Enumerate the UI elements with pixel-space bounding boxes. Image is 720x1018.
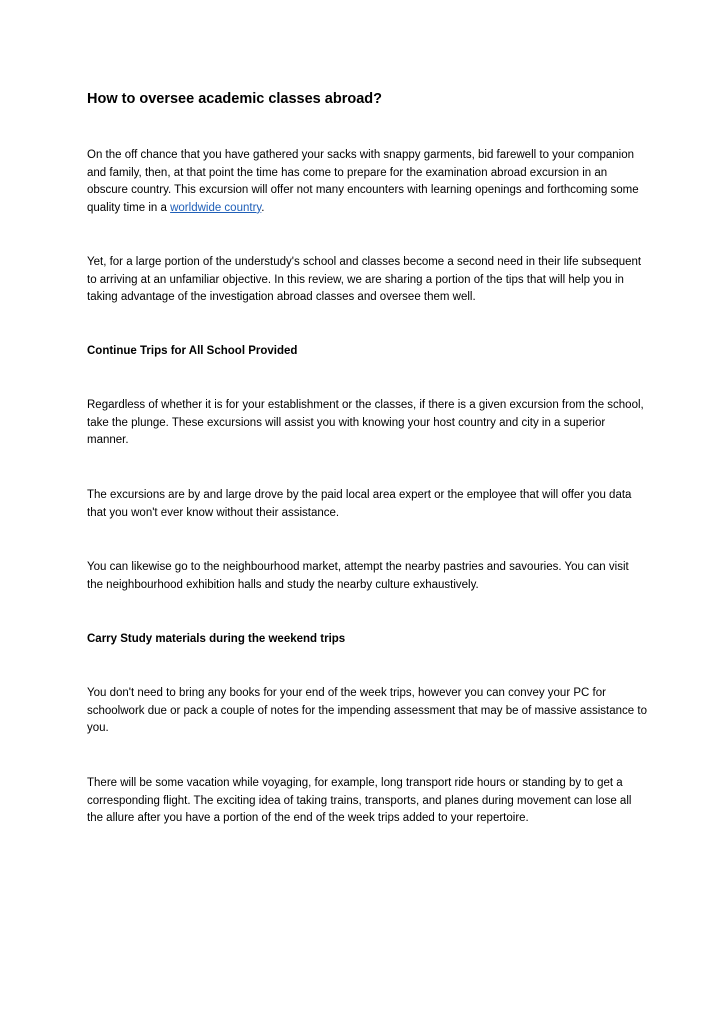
document-title: How to oversee academic classes abroad? xyxy=(87,91,382,107)
intro-text-after-link: . xyxy=(261,201,265,214)
paragraph-vacation-travel: There will be some vacation while voyaging, for example, long transport ride hours or standing by to get a corresponding flight. The exciting idea of taking trains, transports, and planes during movement can lose all the allure after you have a portion of the end of the week trips added to your repertoire. xyxy=(87,777,632,825)
paragraph-weekend-books: You don't need to bring any books for your end of the week trips, however you can convey your PC for schoolwork due or pack a couple of notes for the impending assessment that may be of massive assistance to you. xyxy=(87,687,647,735)
section-heading-study-materials: Carry Study materials during the weekend trips xyxy=(87,633,346,645)
intro-text-before-link: On the off chance that you have gathered your sacks with snappy garments, bid farewell to your companion and family, then, at that point the time has come to prepare for the examination abroad excursion in an obscure country. This excursion will offer not many encounters with learning openings and forthcoming some quality time in a xyxy=(87,149,639,214)
paragraph-neighbourhood-market: You can likewise go to the neighbourhood market, attempt the nearby pastries and savouries. You can visit the neighbourhood exhibition halls and study the nearby culture exhaustively. xyxy=(87,561,629,591)
worldwide-country-link[interactable]: worldwide country xyxy=(170,201,262,214)
paragraph-excursion-guides: The excursions are by and large drove by the paid local area expert or the employee that will offer you data that you won't ever know without their assistance. xyxy=(87,489,632,519)
paragraph-understudy-school: Yet, for a large portion of the understudy's school and classes become a second need in their life subsequent to arriving at an unfamiliar objective. In this review, we are sharing a portion of the tips that will help you in taking advantage of the investigation abroad classes and oversee them well. xyxy=(87,256,642,304)
paragraph-school-excursion: Regardless of whether it is for your establishment or the classes, if there is a given excursion from the school, take the plunge. These excursions will assist you with knowing your host country and city in a superior manner. xyxy=(87,399,644,447)
intro-paragraph xyxy=(87,147,647,217)
section-heading-continue-trips: Continue Trips for All School Provided xyxy=(87,345,298,357)
